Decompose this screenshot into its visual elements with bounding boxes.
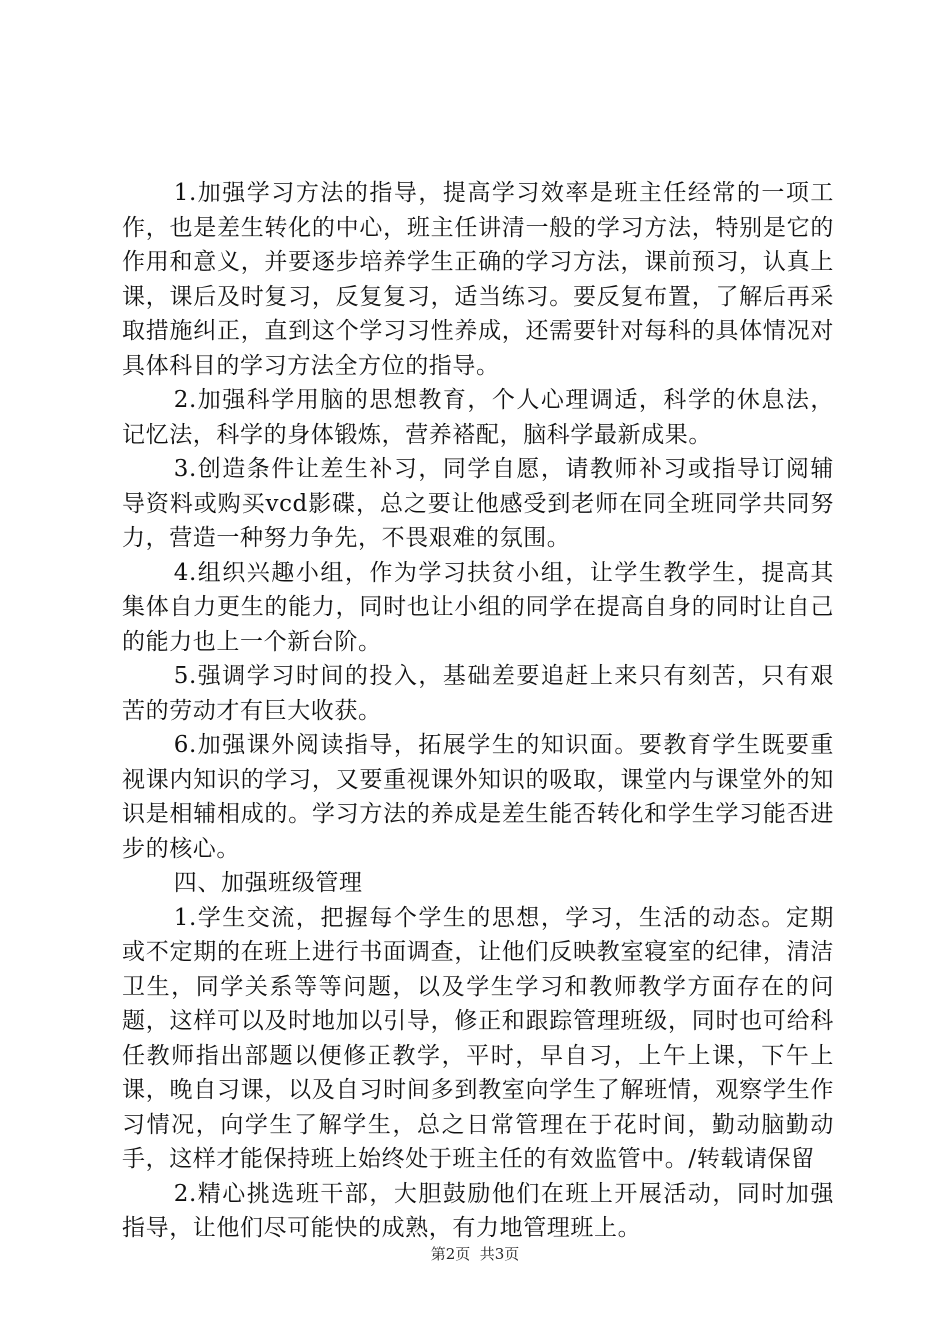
page-number-label: 第2页 共3页 [430, 1245, 520, 1263]
paragraph-scientific-brain-use: 2.加强科学用脑的思想教育，个人心理调适，科学的休息法，记忆法，科学的身体锻炼，营养褡配，脑科学最新成果。 [122, 387, 834, 448]
paragraph-student-communication: 1.学生交流，把握每个学生的思想，学习，生活的动态。定期或不定期的在班上进行书面调查，让他们反映教室寝室的纪律，清洁卫生，同学关系等等问题，以及学生学习和教师教学方面存在的问题，这样可以及时地加以引导，修正和跟踪管理班级，同时也可给科任教师指出部题以便修正教学，平时，早自习，上午上课，下午上课，晚自习课，以及自习时间多到教室向学生了解班情，观察学生作习情况，向学生了解学生，总之日常管理在于花时间，勤动脑勤动手，这样才能保持班上始终处于班主任的有效监管中。/转载请保留 [122, 904, 834, 1172]
page-footer [0, 1244, 950, 1264]
document-body [122, 176, 834, 1246]
paragraph-extracurricular-reading: 6.加强课外阅读指导，拓展学生的知识面。要教育学生既要重视课内知识的学习，又要重视课外知识的吸取，课堂内与课堂外的知识是相辅相成的。学习方法的养成是差生能否转化和学生学习能否进步的核心。 [122, 732, 834, 862]
paragraph-tutoring-conditions: 3.创造条件让差生补习，同学自愿，请教师补习或指导订阅辅导资料或购买vcd影碟，总之要让他感受到老师在同全班同学共同努力，营造一种努力争先，不畏艰难的氛围。 [122, 456, 834, 551]
section-heading-class-management: 四、加强班级管理 [173, 870, 363, 896]
paragraph-study-method-guidance: 1.加强学习方法的指导，提高学习效率是班主任经常的一项工作，也是差生转化的中心，班主任讲清一般的学习方法，特别是它的作用和意义，并要逐步培养学生正确的学习方法，课前预习，认真上课，课后及时复习，反复复习，适当练习。要反复布置，了解后再采取措施纠正，直到这个学习习性养成，还需要针对每科的具体情况对具体科目的学习方法全方位的指导。 [122, 180, 834, 379]
paragraph-interest-groups: 4.组织兴趣小组，作为学习扶贫小组，让学生教学生，提高其集体自力更生的能力，同时也让小组的同学在提高自身的同时让自己的能力也上一个新台阶。 [122, 559, 834, 655]
paragraph-class-cadres: 2.精心挑选班干部，大胆鼓励他们在班上开展活动，同时加强指导，让他们尽可能快的成熟，有力地管理班上。 [122, 1180, 834, 1241]
paragraph-study-time: 5.强调学习时间的投入，基础差要追赶上来只有刻苦，只有艰苦的劳动才有巨大收获。 [122, 663, 834, 724]
